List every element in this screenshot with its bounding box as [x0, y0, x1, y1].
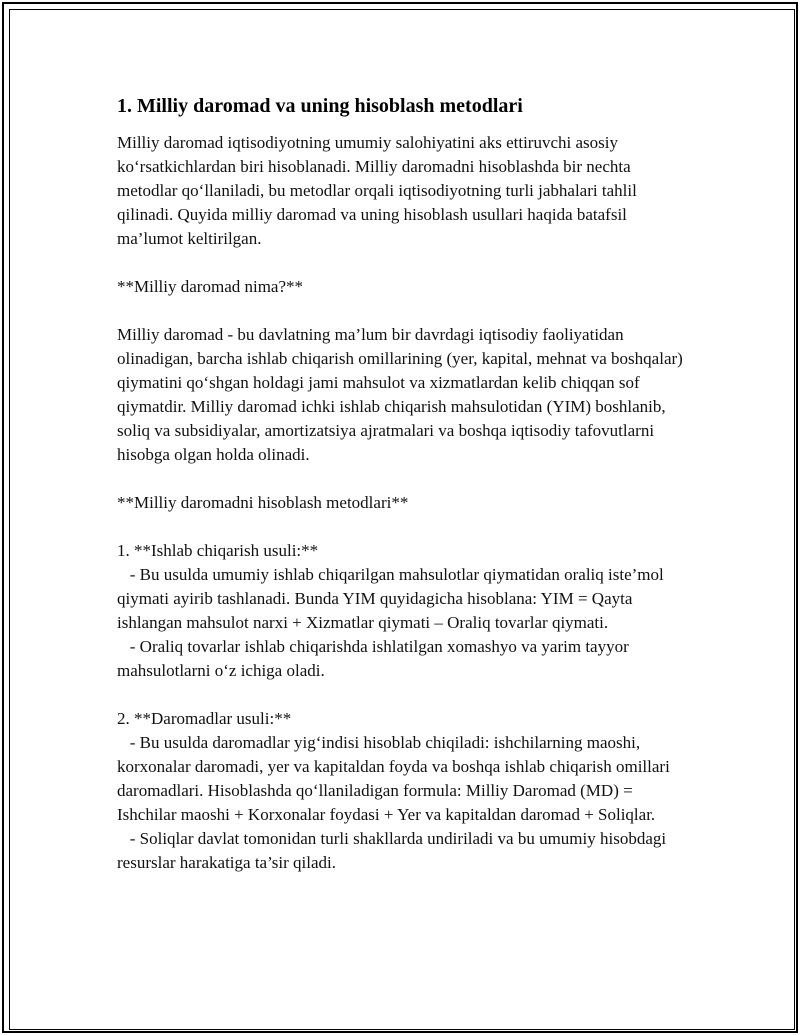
- section-heading-methods: **Milliy daromadni hisoblash metodlari**: [117, 493, 409, 512]
- document-title: 1. Milliy daromad va uning hisoblash metodlari: [117, 95, 523, 117]
- spacer: [117, 299, 692, 323]
- spacer: [117, 683, 692, 707]
- section-heading-what: **Milliy daromad nima?**: [117, 277, 304, 296]
- definition-paragraph: Milliy daromad - bu davlatning ma’lum bir davrdagi iqtisodiy faoliyatidan olinadigan, barcha ishlab chiqarish omillarining (yer, kapital, mehnat va boshqalar) qiymatini qo‘shgan holdagi jami mahsulot va xizmatlardan kelib chiqqan sof qiymatdir. Milliy daromad ichki ishlab chiqarish mahsulotidan (YIM) boshlanib, soliq va subsidiyalar, amortizatsiya ajratmalari va boshqa iqtisodiy tafovutlarni hisobga olgan holda olinadi.: [117, 325, 688, 464]
- method2-title: 2. **Daromadlar usuli:**: [117, 709, 292, 728]
- method1-point1: - Bu usulda umumiy ishlab chiqarilgan mahsulotlar qiymatidan oraliq iste’mol qiymati ayirib tashlanadi. Bunda YIM quyidagicha hisoblana: YIM = Qayta ishlangan mahsulot narxi + Xizmatlar qiymati – Oraliq tovarlar qiymati.: [117, 565, 668, 632]
- spacer: [117, 515, 692, 539]
- method2-point1: - Bu usulda daromadlar yig‘indisi hisoblab chiqiladi: ishchilarning maoshi, korxonalar daromadi, yer va kapitaldan foyda va boshqa ishlab chiqarish omillari daromadlari. Hisoblashda qo‘llaniladigan formula: Milliy Daromad (MD) = Ishchilar maoshi + Korxonalar foydasi + Yer va kapitaldan daromad + Soliqlar.: [117, 733, 675, 824]
- method2-point2: - Soliqlar davlat tomonidan turli shakllarda undiriladi va bu umumiy hisobdagi resurslar harakatiga ta’sir qiladi.: [117, 829, 671, 872]
- spacer: [117, 467, 692, 491]
- method1-title: 1. **Ishlab chiqarish usuli:**: [117, 541, 319, 560]
- method1-point2: - Oraliq tovarlar ishlab chiqarishda ishlatilgan xomashyo va yarim tayyor mahsulotlarni o‘z ichiga oladi.: [117, 637, 634, 680]
- intro-paragraph: Milliy daromad iqtisodiyotning umumiy salohiyatini aks ettiruvchi asosiy ko‘rsatkichlardan biri hisoblanadi. Milliy daromadni hisoblashda bir nechta metodlar qo‘llaniladi, bu metodlar orqali iqtisodiyotning turli jabhalari tahlil qilinadi. Quyida milliy daromad va uning hisoblash usullari haqida batafsil ma’lumot keltirilgan.: [117, 133, 642, 248]
- document-body: [117, 93, 692, 875]
- spacer: [117, 251, 692, 275]
